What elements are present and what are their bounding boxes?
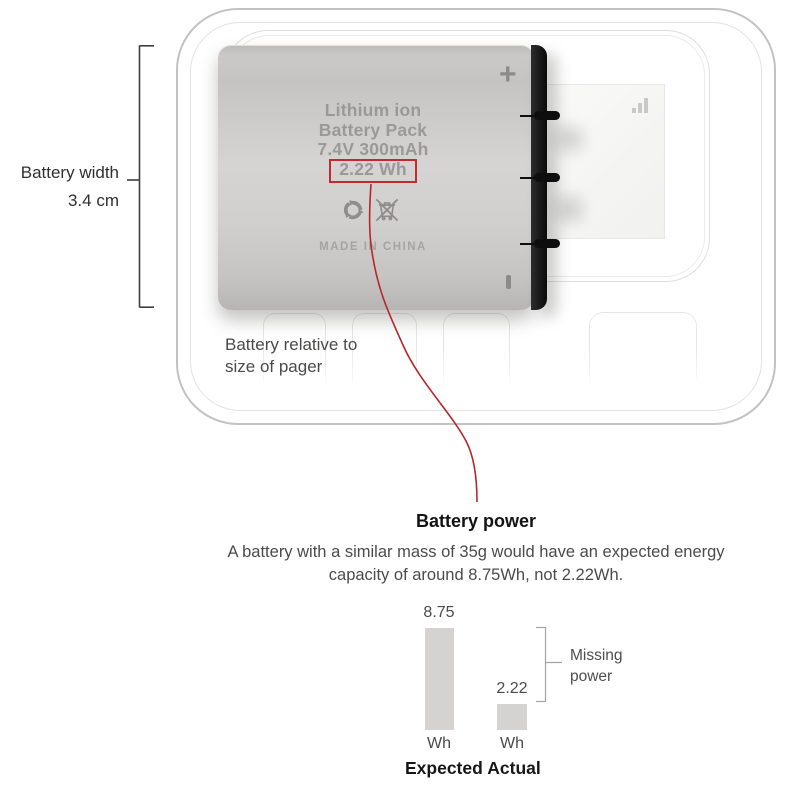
battery-spec-line1: Lithium ion — [324, 100, 422, 120]
bar-expected — [425, 628, 454, 730]
battery-spec-line3: 7.4V 300mAh — [317, 139, 429, 159]
pager-caption-line2: size of pager — [225, 357, 323, 376]
pager-screen — [543, 84, 665, 239]
minus-terminal-icon — [506, 275, 511, 289]
pager-button — [589, 312, 697, 392]
battery-width-label: Battery width — [20, 163, 119, 182]
bar-category-label-expected: Expected — [405, 758, 483, 778]
recycle-icon — [340, 197, 366, 223]
pager-caption — [225, 334, 375, 378]
bar-unit-label: Wh — [500, 735, 524, 752]
pager-caption-line1: Battery relative to — [225, 335, 358, 354]
battery-symbol-icons — [340, 194, 406, 226]
callout-title: Battery power — [415, 511, 537, 531]
battery-width-value: 3.4 cm — [67, 191, 119, 210]
callout-description-line2: capacity of around 8.75Wh, not 2.22Wh. — [328, 566, 624, 584]
made-in-china-label: MADE IN CHINA — [319, 241, 427, 253]
weee-crossed-bin-icon — [372, 195, 402, 225]
capacity-highlight-box — [329, 159, 417, 183]
bar-category-label-actual: Actual — [487, 758, 541, 778]
missing-power-label: Missing power — [570, 647, 623, 685]
bar-group-actual — [487, 680, 537, 730]
width-bracket — [127, 46, 154, 308]
pin-shadow-smudge — [546, 187, 592, 231]
pin-shadow-smudge — [546, 117, 592, 161]
bar-actual — [497, 704, 527, 730]
battery-pin — [534, 111, 560, 120]
callout-description-line1: A battery with a similar mass of 35g would have an expected energy — [227, 543, 725, 561]
battery-spec-line2: Battery Pack — [318, 119, 428, 140]
bar-unit-label: Wh — [427, 735, 451, 752]
bar-value-label: 2.22 — [496, 680, 528, 698]
callout-description — [197, 541, 755, 587]
bar-group-expected — [414, 604, 464, 730]
bar-chart — [380, 600, 660, 788]
bar-value-label: 8.75 — [423, 604, 455, 621]
battery-spec-line4: 2.22 Wh — [339, 158, 407, 179]
battery-pin — [534, 239, 560, 248]
battery-pin — [534, 173, 560, 182]
plus-terminal-icon: + — [499, 58, 517, 91]
signal-bars-icon — [632, 97, 652, 113]
pager-button — [443, 313, 510, 393]
